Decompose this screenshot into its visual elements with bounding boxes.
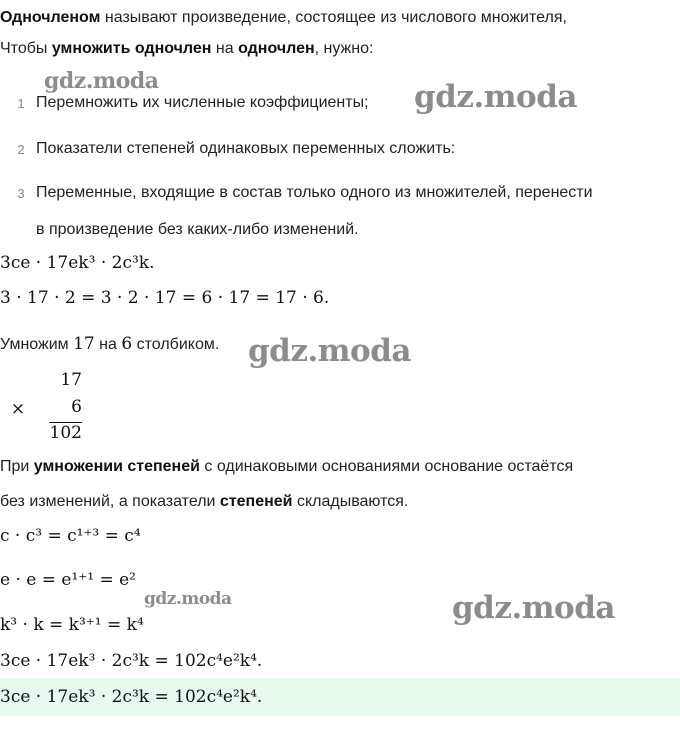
watermark: gdz.moda bbox=[414, 79, 577, 115]
column-intro-text-2: на bbox=[94, 336, 122, 353]
step-number: 1 bbox=[17, 96, 25, 111]
column-intro-text-3: столбиком. bbox=[132, 336, 220, 353]
power-c: c · c³ = c¹⁺³ = c⁴ bbox=[0, 526, 141, 546]
power-k: k³ · k = k³⁺¹ = k⁴ bbox=[0, 615, 144, 635]
rule-line-2 bbox=[0, 491, 408, 513]
multiply-sign: × bbox=[10, 399, 26, 419]
rule-line-1 bbox=[0, 456, 573, 478]
answer-equation: 3ce · 17ek³ · 2c³k = 102c⁴e²k⁴. bbox=[0, 687, 263, 707]
watermark: gdz.moda bbox=[248, 333, 411, 369]
column-intro-number-2: 6 bbox=[121, 334, 133, 354]
step-number: 2 bbox=[17, 142, 25, 157]
instruction-line bbox=[0, 38, 373, 60]
definition-term: Одночленом bbox=[0, 9, 101, 26]
power-e: e · e = e¹⁺¹ = e² bbox=[0, 570, 136, 590]
rule-text-4: складываются. bbox=[292, 493, 409, 510]
definition-line bbox=[0, 7, 567, 29]
result-equation: 3ce · 17ek³ · 2c³k = 102c⁴e²k⁴. bbox=[0, 651, 263, 671]
watermark: gdz.moda bbox=[44, 68, 159, 94]
instruction-text-2: на bbox=[211, 40, 239, 57]
definition-text: называют произведение, состоящее из числового множителя, bbox=[100, 9, 567, 26]
coefficient-equation: 3 · 17 · 2 = 3 · 2 · 17 = 6 · 17 = 17 · 6. bbox=[0, 288, 330, 308]
instruction-bold-1: умножить одночлен bbox=[51, 40, 212, 57]
step-number: 3 bbox=[17, 186, 25, 201]
step-text: Переменные, входящие в состав только одного из множителей, перенести bbox=[36, 184, 593, 201]
column-intro-number-1: 17 bbox=[73, 334, 95, 354]
step-text: Перемножить их численные коэффициенты; bbox=[36, 94, 369, 111]
watermark: gdz.moda bbox=[144, 589, 232, 609]
column-multiplicand: 17 bbox=[60, 370, 82, 390]
rule-text-3: без изменений, а показатели bbox=[0, 493, 220, 510]
column-intro-text-1: Умножим bbox=[0, 336, 74, 353]
instruction-text-1: Чтобы bbox=[0, 40, 52, 57]
watermark: gdz.moda bbox=[452, 590, 615, 626]
math-expression: 3ce · 17ek³ · 2c³k. bbox=[0, 253, 155, 273]
rule-text-2: с одинаковыми основаниями основание остаётся bbox=[199, 458, 574, 475]
column-result: 102 bbox=[49, 423, 82, 443]
column-multiplier: 6 bbox=[71, 397, 82, 417]
step-text: Показатели степеней одинаковых переменных сложить: bbox=[36, 140, 456, 157]
instruction-bold-2: одночлен bbox=[238, 40, 315, 57]
instruction-text-3: , нужно: bbox=[314, 40, 374, 57]
column-intro bbox=[0, 333, 219, 356]
rule-bold-2: степеней bbox=[219, 493, 293, 510]
rule-bold-1: умножении степеней bbox=[33, 458, 200, 475]
rule-text-1: При bbox=[0, 458, 34, 475]
step-text-continued: в произведение без каких-либо изменений. bbox=[36, 221, 359, 238]
